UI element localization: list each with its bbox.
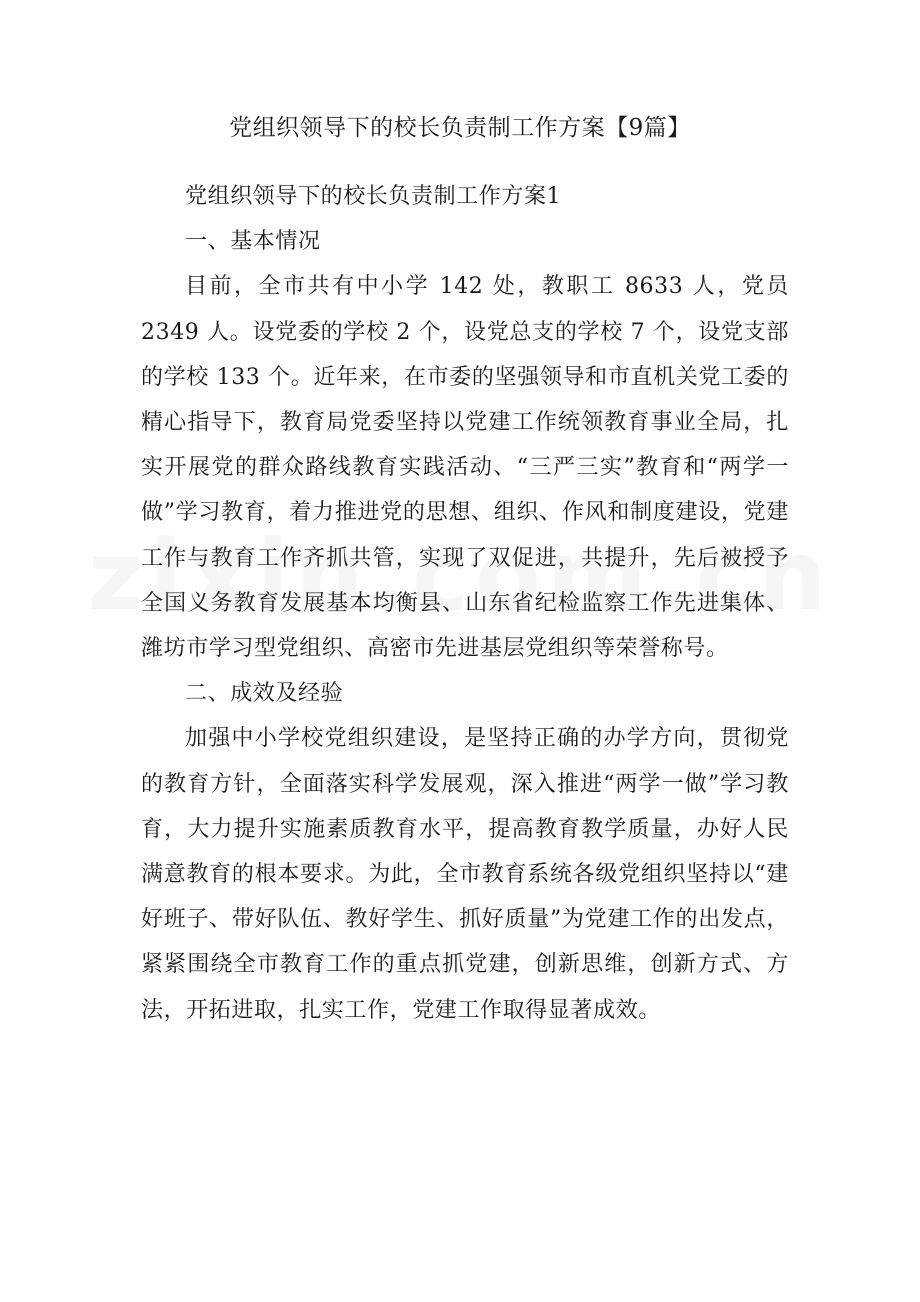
paragraph-basic-situation: 目前，全市共有中小学 142 处，教职工 8633 人，党员2349 人。设党委的学校 2 个，设党总支的学校 7 个，设党支部的学校 133 个。近年来，在市委的坚强领导和市直机关党工委的精心指导下，教育局党委坚持以党建工作统领教育事业全局，扎实开展党的群众路线教育实践活动、“三严三实”教育和“两学一做”学习教育，着力推进党的思想、组织、作风和制度建设，党建工作与教育工作齐抓共管，实现了双促进，共提升，先后被授予全国义务教育发展基本均衡县、山东省纪检监察工作先进集体、潍坊市学习型党组织、高密市先进基层党组织等荣誉称号。 [141,274,789,662]
document-title: 党组织领导下的校长负责制工作方案【9篇】 [229,115,691,141]
section-heading-results: 二、成效及经验 [185,681,344,707]
section-heading-plan-1: 党组织领导下的校长负责制工作方案1 [185,184,562,209]
section-heading-basic-situation: 一、基本情况 [185,229,321,255]
paragraph-results: 加强中小学校党组织建设，是坚持正确的办学方向，贯彻党的教育方针，全面落实科学发展观，深入推进“两学一做”学习教育，大力提升实施素质教育水平，提高教育教学质量，办好人民满意教育的根本要求。为此，全市教育系统各级党组织坚持以“建好班子、带好队伍、教好学生、抓好质量”为党建工作的出发点，紧紧围绕全市教育工作的重点抓党建，创新思维，创新方式、方法，开拓进取，扎实工作，党建工作取得显著成效。 [141,726,789,1023]
document-body [141,174,789,1033]
